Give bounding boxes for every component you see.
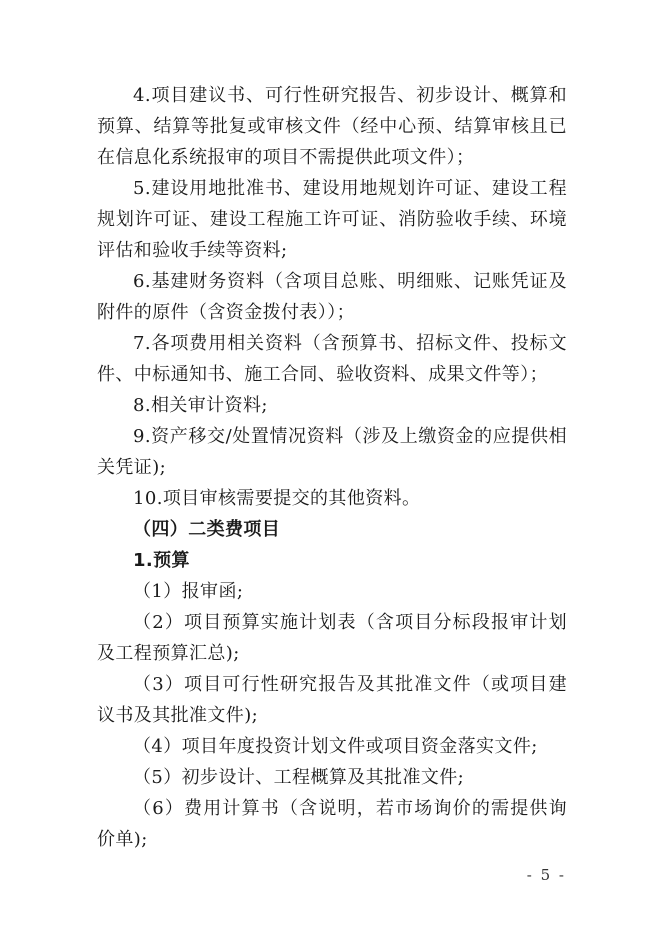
list-item-6: （6）费用计算书（含说明，若市场询价的需提供询价单); <box>97 798 567 850</box>
document-body <box>97 80 567 855</box>
paragraph-item-10: 10.项目审核需要提交的其他资料。 <box>133 488 421 509</box>
list-item-5: （5）初步设计、工程概算及其批准文件; <box>133 767 465 788</box>
list-item-2: （2）项目预算实施计划表（含项目分标段报审计划及工程预算汇总); <box>97 612 567 664</box>
page-number: - 5 - <box>526 866 566 884</box>
section-heading: （四）二类费项目 <box>133 519 281 540</box>
paragraph-item-6: 6.基建财务资料（含项目总账、明细账、记账凭证及附件的原件（含资金拨付表））； <box>97 271 567 323</box>
subheading-budget: 1.预算 <box>133 550 190 571</box>
paragraph-item-7: 7.各项费用相关资料（含预算书、招标文件、投标文件、中标通知书、施工合同、验收资料、成果文件等）； <box>97 333 567 385</box>
list-item-4: （4）项目年度投资计划文件或项目资金落实文件; <box>133 736 538 757</box>
paragraph-item-8: 8.相关审计资料; <box>133 395 268 416</box>
paragraph-item-4: 4.项目建议书、可行性研究报告、初步设计、概算和预算、结算等批复或审核文件（经中心预、结算审核且已在信息化系统报审的项目不需提供此项文件）； <box>97 85 567 168</box>
list-item-1: （1）报审函; <box>133 581 244 602</box>
paragraph-item-5: 5.建设用地批准书、建设用地规划许可证、建设工程规划许可证、建设工程施工许可证、消防验收手续、环境评估和验收手续等资料; <box>97 178 567 261</box>
paragraph-item-9: 9.资产移交/处置情况资料（涉及上缴资金的应提供相关凭证); <box>97 426 567 478</box>
list-item-3: （3）项目可行性研究报告及其批准文件（或项目建议书及其批准文件); <box>97 674 567 726</box>
